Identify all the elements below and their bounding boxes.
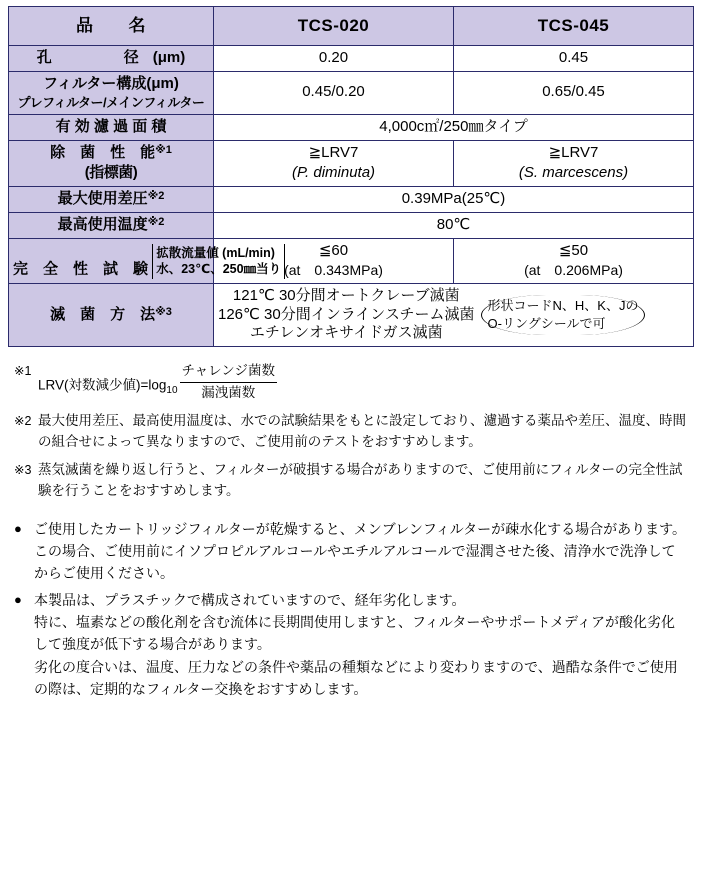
bullet-1-line-2: この場合、ご使用前にイソプロピルアルコールやエチルアルコールで湿潤させた後、清浄水で洗浄してからご使用ください。 xyxy=(34,542,676,582)
cell-integrity-test-tcs045 xyxy=(454,238,694,283)
cell-pore-size-tcs045: 0.45 xyxy=(454,46,694,72)
footnote-2-marker: ※2 xyxy=(14,413,32,428)
cell-bacteria-removal-tcs020-lrv: ≧LRV7 xyxy=(308,143,359,161)
table-row xyxy=(9,238,694,283)
row-label-max-temperature-note: ※2 xyxy=(147,215,165,228)
sterilization-method-lines xyxy=(218,287,475,343)
bullet-1-body xyxy=(34,518,689,585)
cell-integrity-test-tcs020-condition: (at 0.343MPa) xyxy=(284,262,383,279)
table-row xyxy=(9,71,694,114)
footnotes xyxy=(14,361,689,502)
row-label-max-differential-pressure-text: 最大使用差圧 xyxy=(57,190,148,207)
specification-table xyxy=(8,6,694,347)
bullet-2-body xyxy=(34,589,689,701)
row-label-filter-construction xyxy=(9,71,214,114)
row-label-bacteria-removal-sub: (指標菌) xyxy=(84,163,138,181)
row-label-integrity-test-bracket-line2: 水、23℃、250㎜当り xyxy=(156,262,282,277)
cell-bacteria-removal-tcs045-organism: (S. marcescens) xyxy=(518,164,629,182)
sterilization-method-line-2: 126℃ 30分間インラインスチーム滅菌 xyxy=(218,305,475,323)
bullet-2-line-3: 劣化の度合いは、温度、圧力などの条件や薬品の種類などにより変わりますので、過酷な条件でご使用の際は、定期的なフィルター交換をおすすめします。 xyxy=(34,658,678,698)
column-header-tcs-045: TCS-045 xyxy=(454,7,694,46)
row-label-bacteria-removal-note: ※1 xyxy=(155,144,172,156)
cell-filter-construction-tcs020: 0.45/0.20 xyxy=(214,71,454,114)
cell-pore-size-tcs020: 0.20 xyxy=(214,46,454,72)
footnote-3-body: 蒸気滅菌を繰り返し行うと、フィルターが破損する場合がありますので、ご使用前にフィルターの完全性試験を行うことをおすすめします。 xyxy=(38,461,683,498)
cell-bacteria-removal-tcs020-organism: (P. diminuta) xyxy=(291,164,376,182)
row-label-sterilization-method-text: 滅 菌 方 法 xyxy=(50,305,156,323)
row-label-filtration-area: 有 効 濾 過 面 積 xyxy=(9,114,214,140)
footnote-1-body xyxy=(38,361,689,404)
footnote-1-subscript: 10 xyxy=(166,385,178,397)
column-header-tcs-020: TCS-020 xyxy=(214,7,454,46)
bullet-item xyxy=(14,589,689,701)
footnote-1-numerator: チャレンジ菌数 xyxy=(180,361,277,383)
bullet-2-line-2: 特に、塩素などの酸化剤を含む流体に長期間使用しますと、フィルターやサポートメディアが酸化劣化して強度が低下する場合があります。 xyxy=(34,614,676,653)
footnote-3-marker: ※3 xyxy=(14,462,32,477)
row-label-sterilization-method xyxy=(9,283,214,346)
cell-bacteria-removal-tcs020 xyxy=(214,140,454,187)
footnote-1-fraction xyxy=(180,361,277,404)
row-label-integrity-test-bracket-line1: 拡散流量値 (mL/min) xyxy=(156,246,275,261)
footnote-1-marker: ※1 xyxy=(14,364,32,378)
row-label-filter-construction-sub: プレフィルター/メインフィルター xyxy=(17,94,205,110)
sterilization-method-side-note xyxy=(481,295,646,335)
footnote-2-body: 最大使用差圧、最高使用温度は、水での試験結果をもとに設定しており、濾過する薬品や差圧、温度、時間の組合せによって異なりますので、ご使用前のテストをおすすめします。 xyxy=(38,412,686,449)
sterilization-method-side-note-line2: O-リングシールで可 xyxy=(487,315,606,331)
table-header-row xyxy=(9,7,694,46)
row-label-max-temperature-text: 最高使用温度 xyxy=(57,215,148,233)
footnote-3 xyxy=(14,460,689,502)
cell-sterilization-method xyxy=(214,283,694,346)
cell-integrity-test-tcs045-condition: (at 0.206MPa) xyxy=(524,262,623,279)
footnote-1-denominator: 漏洩菌数 xyxy=(201,384,256,400)
row-label-filter-construction-unit: (μm) xyxy=(146,74,179,92)
row-label-integrity-test-bracket xyxy=(152,244,285,279)
cell-max-temperature-value: 80℃ xyxy=(214,212,694,238)
table-row xyxy=(9,46,694,72)
cell-filter-construction-tcs045: 0.65/0.45 xyxy=(454,71,694,114)
footnote-1-prefix: LRV(対数減少値)=log xyxy=(38,377,167,393)
cell-integrity-test-tcs045-value: ≦50 xyxy=(558,241,589,259)
bullet-1-line-1: ご使用したカートリッジフィルターが乾燥すると、メンブレンフィルターが疎水化する場合があります。 xyxy=(34,520,687,537)
footnote-1 xyxy=(14,361,689,404)
bullet-2-line-1: 本製品は、プラスチックで構成されていますので、経年劣化します。 xyxy=(34,591,466,608)
row-label-bacteria-removal xyxy=(9,140,214,187)
row-label-max-differential-pressure xyxy=(9,187,214,213)
table-body xyxy=(9,46,694,347)
row-label-max-differential-pressure-note: ※2 xyxy=(147,190,165,202)
cell-bacteria-removal-tcs045 xyxy=(454,140,694,187)
row-label-pore-size xyxy=(9,46,214,72)
sterilization-method-side-note-line1: 形状コードN、H、K、Jの xyxy=(487,297,639,313)
sterilization-method-line-1: 121℃ 30分間オートクレーブ滅菌 xyxy=(232,286,460,304)
footnote-2 xyxy=(14,411,689,453)
row-label-bacteria-removal-text: 除 菌 性 能 xyxy=(50,144,156,161)
table-row xyxy=(9,187,694,213)
row-label-sterilization-method-note: ※3 xyxy=(155,305,172,318)
column-header-product-name: 品 名 xyxy=(9,7,214,46)
table-row xyxy=(9,212,694,238)
cell-max-differential-pressure-value: 0.39MPa(25℃) xyxy=(214,187,694,213)
sterilization-method-content xyxy=(218,287,689,343)
table-row xyxy=(9,140,694,187)
row-label-integrity-test xyxy=(9,238,282,283)
bullet-notes xyxy=(14,518,689,701)
row-label-pore-size-unit: (μm) xyxy=(152,49,186,66)
row-label-max-temperature xyxy=(9,212,214,238)
bullet-item xyxy=(14,518,689,585)
row-label-pore-size-text: 孔 径 xyxy=(36,49,153,66)
cell-filtration-area-value: 4,000c㎡/250㎜タイプ xyxy=(214,114,694,140)
bullet-dot-icon: ● xyxy=(14,520,22,536)
cell-bacteria-removal-tcs045-lrv: ≧LRV7 xyxy=(548,143,599,161)
table-row xyxy=(9,283,694,346)
row-label-integrity-test-text: 完 全 性 試 験 xyxy=(13,260,149,278)
table-header xyxy=(9,7,694,46)
table-row xyxy=(9,114,694,140)
row-label-filter-construction-text: フィルター構成 xyxy=(43,74,147,92)
sterilization-method-line-3: エチレンオキサイドガス滅菌 xyxy=(249,324,443,342)
cell-integrity-test-tcs020-value: ≦60 xyxy=(318,241,349,259)
bullet-dot-icon: ● xyxy=(14,591,22,607)
